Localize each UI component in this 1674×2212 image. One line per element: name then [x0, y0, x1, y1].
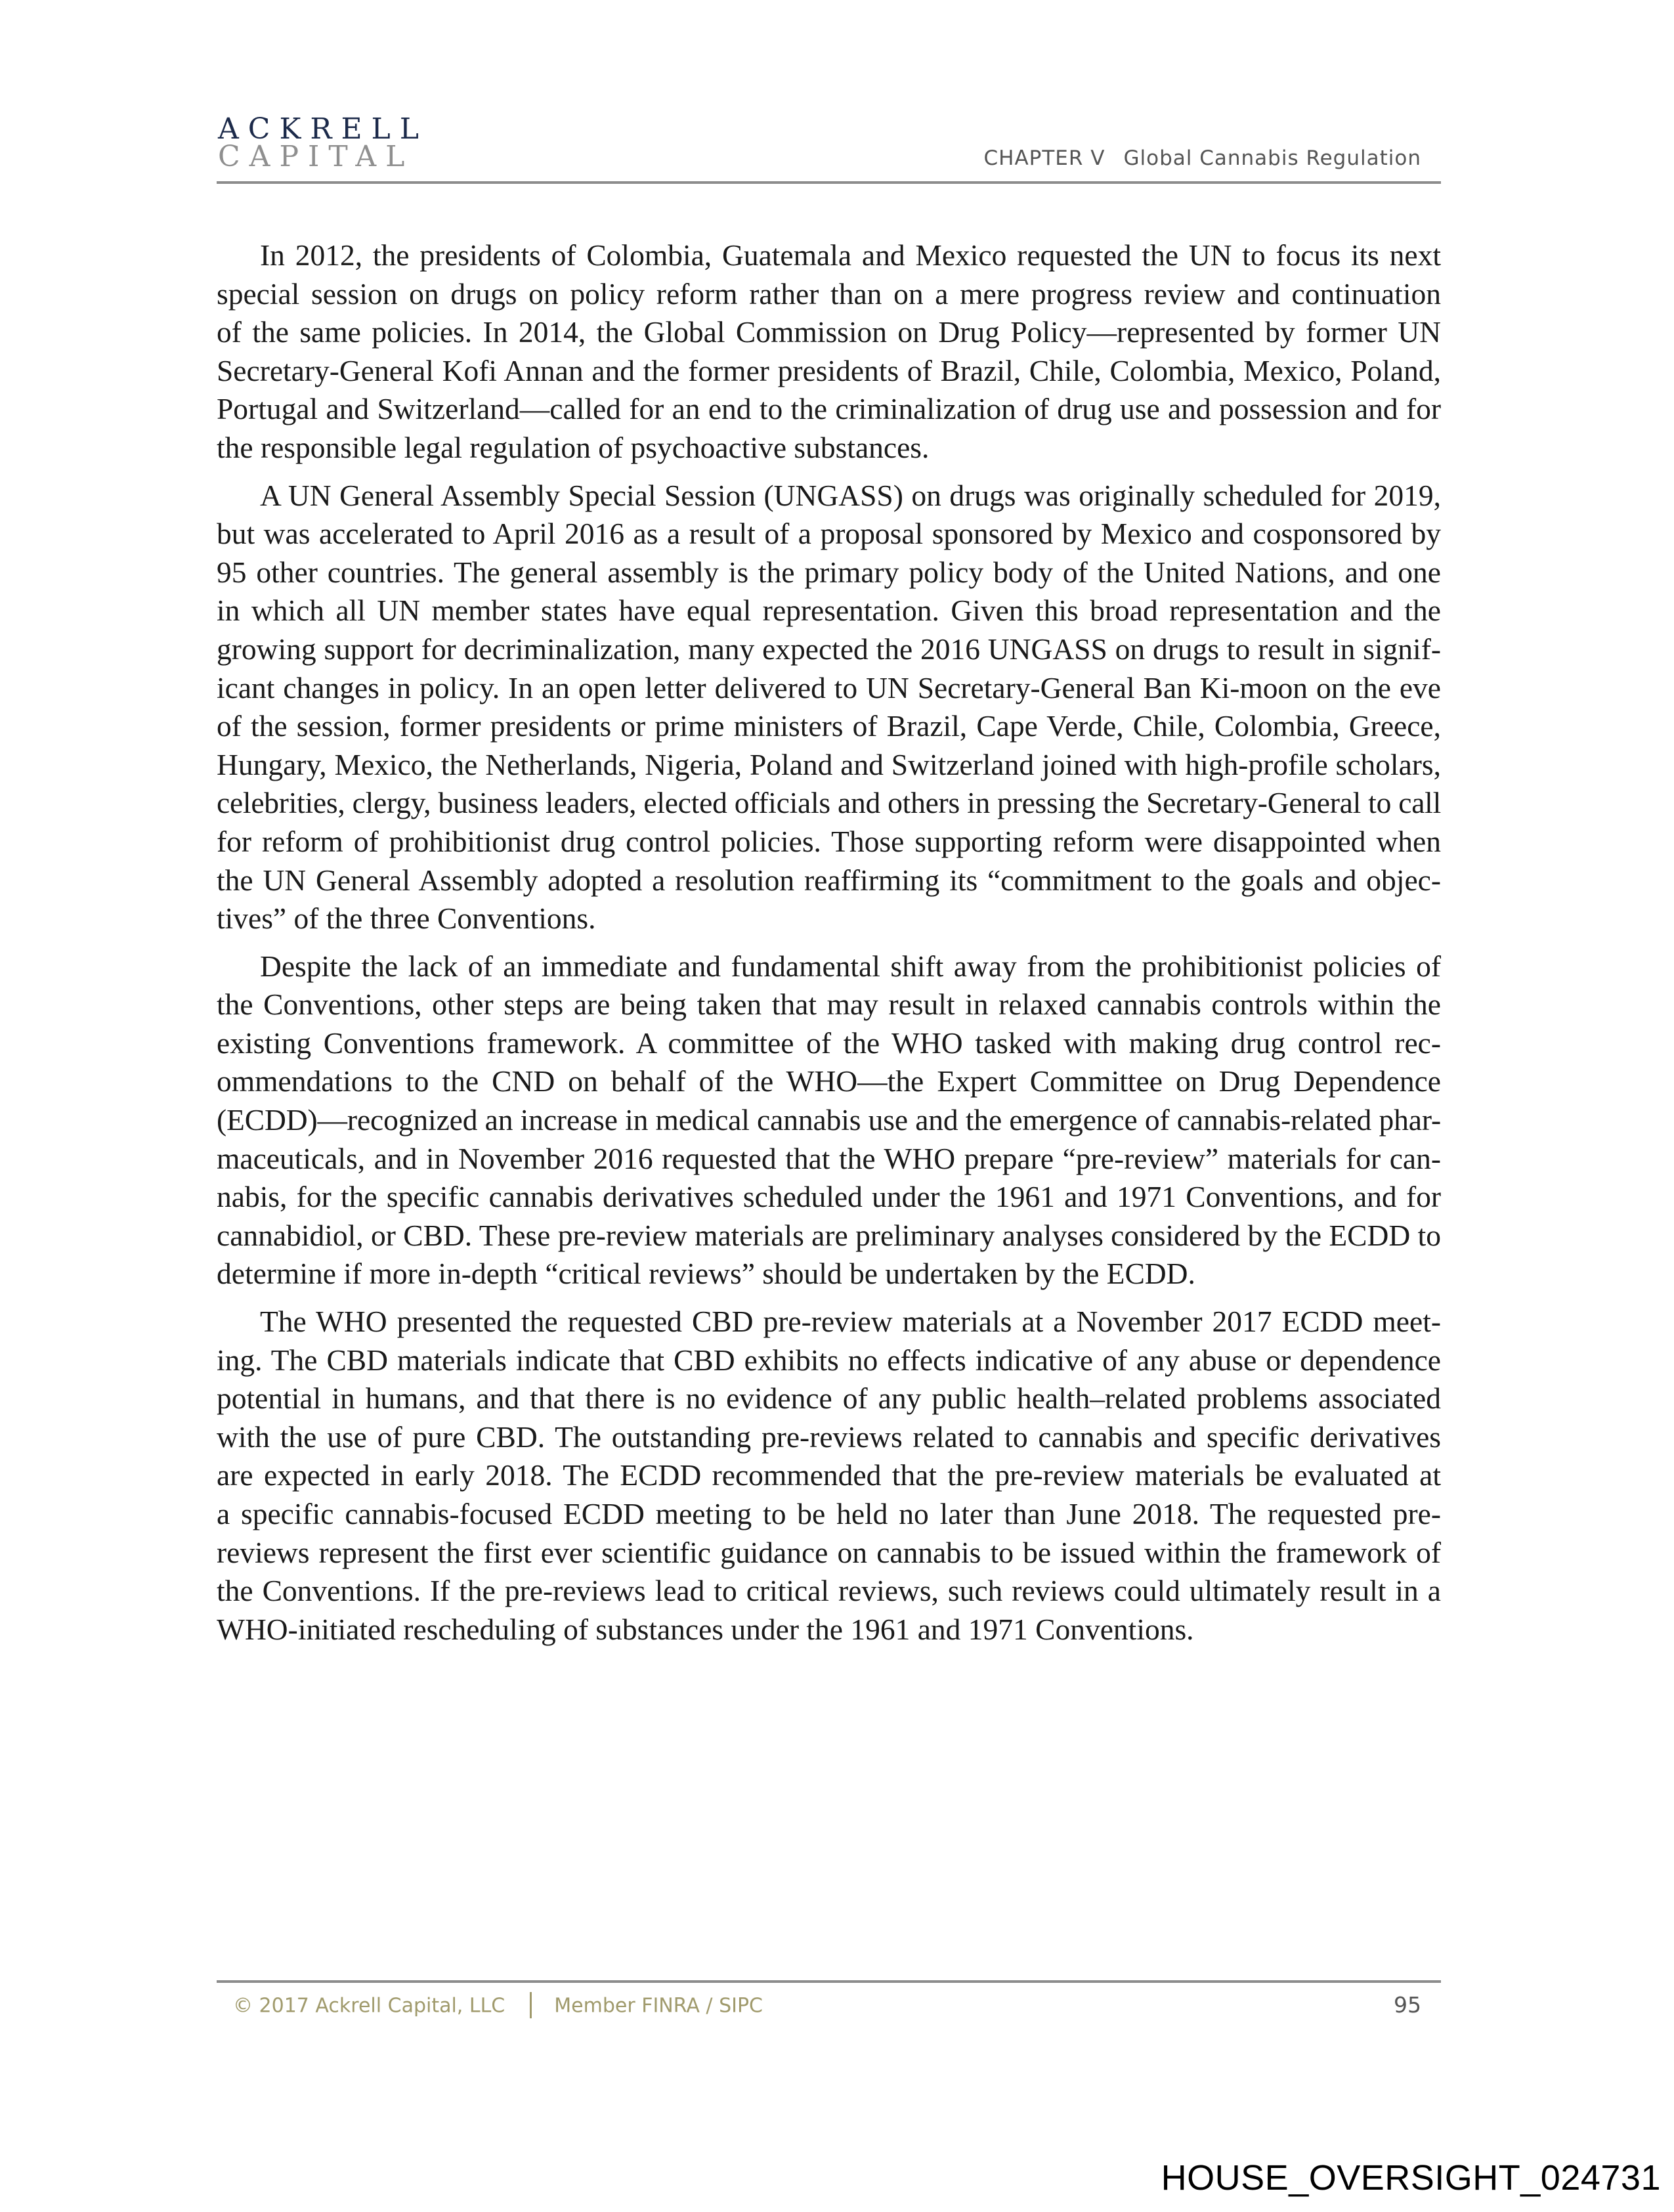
- text-line: growing support for decriminalization, many expected the 2016 UNGASS on drugs to result in signif-: [217, 632, 1441, 666]
- paragraph: [217, 236, 1441, 467]
- text-line: determine if more in-depth “critical reviews” should be undertaken by the ECDD.: [217, 1257, 1195, 1291]
- text-line: A UN General Assembly Special Session (UNGASS) on drugs was originally scheduled for 2019,: [260, 478, 1441, 512]
- text-line: Secretary-General Kofi Annan and the former presidents of Brazil, Chile, Colombia, Mexico, Poland,: [217, 353, 1441, 387]
- footer-member: Member FINRA / SIPC: [554, 1994, 763, 2018]
- text-line: special session on drugs on policy reform rather than on a mere progress review and continuation: [217, 276, 1441, 311]
- footer-divider: [217, 1980, 1441, 1983]
- text-line: cannabidiol, or CBD. These pre-review materials are preliminary analyses considered by the ECDD to: [217, 1218, 1441, 1252]
- paragraph: [217, 947, 1441, 1293]
- text-line: existing Conventions framework. A committee of the WHO tasked with making drug control rec-: [217, 1026, 1441, 1060]
- logo-line-ackrell: ACKRELL: [218, 112, 428, 146]
- text-line: with the use of pure CBD. The outstanding pre-reviews related to cannabis and specific derivatives: [217, 1420, 1441, 1454]
- text-line: maceuticals, and in November 2016 requested that the WHO prepare “pre-review” materials for can-: [217, 1141, 1441, 1175]
- logo-line-capital: CAPITAL: [218, 140, 414, 173]
- text-line: The WHO presented the requested CBD pre-review materials at a November 2017 ECDD meet-: [260, 1305, 1441, 1339]
- footer-separator: [530, 1992, 532, 2018]
- running-header: [984, 146, 1422, 170]
- body-text: [217, 236, 1441, 1658]
- text-line: icant changes in policy. In an open letter delivered to UN Secretary-General Ban Ki-moon on the eve: [217, 670, 1441, 705]
- text-line: Hungary, Mexico, the Netherlands, Nigeria, Poland and Switzerland joined with high-profile scholars,: [217, 747, 1441, 781]
- text-line: the Conventions, other steps are being taken that may result in relaxed cannabis controls within the: [217, 987, 1441, 1022]
- text-line: In 2012, the presidents of Colombia, Guatemala and Mexico requested the UN to focus its next: [260, 238, 1441, 272]
- footer-copyright: © 2017 Ackrell Capital, LLC: [233, 1994, 505, 2018]
- chapter-label: CHAPTER V: [983, 146, 1105, 170]
- text-line: a specific cannabis-focused ECDD meeting to be held no later than June 2018. The requested pre-: [217, 1497, 1441, 1530]
- text-line: the UN General Assembly adopted a resolution reaffirming its “commitment to the goals and objec-: [217, 863, 1441, 897]
- page-number: 95: [1394, 1992, 1421, 2018]
- text-line: (ECDD)—recognized an increase in medical cannabis use and the emergence of cannabis-related phar-: [217, 1103, 1441, 1137]
- text-line: potential in humans, and that there is no evidence of any public health–related problems associated: [217, 1381, 1441, 1416]
- text-line: in which all UN member states have equal representation. Given this broad representation and the: [217, 594, 1441, 628]
- text-line: but was accelerated to April 2016 as a result of a proposal sponsored by Mexico and cosponsored by: [217, 517, 1441, 551]
- text-line: tives” of the three Conventions.: [217, 901, 596, 936]
- text-line: of the same policies. In 2014, the Global Commission on Drug Policy—represented by former UN: [217, 315, 1441, 349]
- text-line: ommendations to the CND on behalf of the WHO—the Expert Committee on Drug Dependence: [217, 1064, 1441, 1098]
- text-line: WHO-initiated rescheduling of substances under the 1961 and 1971 Conventions.: [217, 1612, 1194, 1646]
- paragraph: [217, 1303, 1441, 1649]
- text-line: reviews represent the first ever scientific guidance on cannabis to be issued within the framework of: [217, 1535, 1441, 1569]
- text-line: of the session, former presidents or prime ministers of Brazil, Cape Verde, Chile, Colombia, Greece,: [217, 709, 1441, 743]
- chapter-title: Global Cannabis Regulation: [1123, 146, 1421, 170]
- bates-stamp: HOUSE_OVERSIGHT_024731: [1161, 2158, 1661, 2198]
- footer: [233, 1993, 763, 2020]
- text-line: the Conventions. If the pre-reviews lead to critical reviews, such reviews could ultimately result in a: [217, 1574, 1441, 1608]
- text-line: celebrities, clergy, business leaders, elected officials and others in pressing the Secretary-General to call: [217, 786, 1441, 820]
- text-line: the responsible legal regulation of psychoactive substances.: [217, 430, 930, 464]
- text-line: are expected in early 2018. The ECDD recommended that the pre-review materials be evaluated at: [217, 1458, 1441, 1492]
- header-divider: [217, 181, 1441, 184]
- text-line: 95 other countries. The general assembly is the primary policy body of the United Nations, and one: [217, 555, 1441, 589]
- ackrell-capital-logo: [218, 112, 428, 173]
- text-line: Despite the lack of an immediate and fundamental shift away from the prohibitionist policies of: [260, 949, 1441, 983]
- text-line: for reform of prohibitionist drug control policies. Those supporting reform were disappointed when: [217, 824, 1441, 858]
- text-line: Portugal and Switzerland—called for an end to the criminalization of drug use and possession and for: [217, 392, 1441, 426]
- text-line: ing. The CBD materials indicate that CBD exhibits no effects indicative of any abuse or dependence: [217, 1343, 1441, 1377]
- text-line: nabis, for the specific cannabis derivatives scheduled under the 1961 and 1971 Conventions, and for: [217, 1180, 1441, 1214]
- paragraph: [217, 477, 1441, 938]
